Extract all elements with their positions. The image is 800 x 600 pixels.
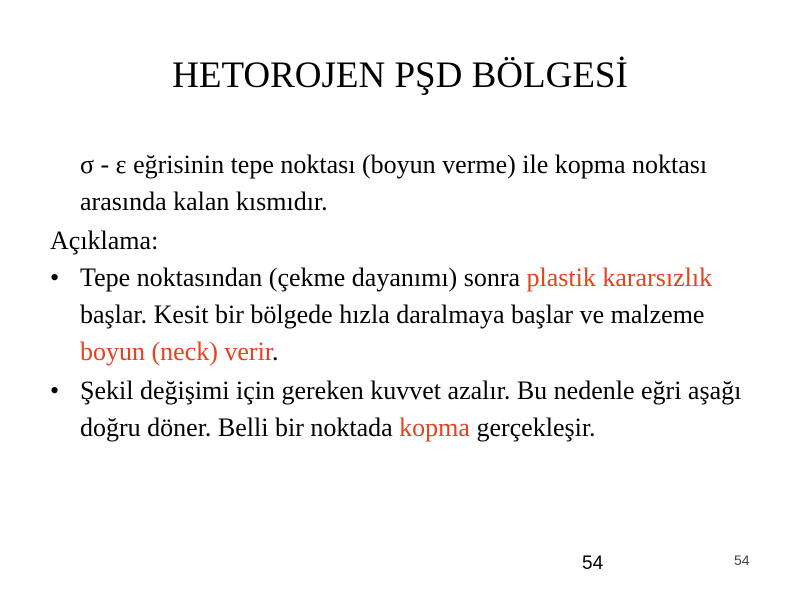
bullet-item-fracture — [50, 372, 750, 446]
bullet-text: gerçekleşir. — [469, 413, 596, 442]
highlight-necking: boyun (neck) verir — [80, 337, 273, 366]
bullet-dot-icon: • — [50, 376, 60, 405]
slide-body — [50, 146, 750, 446]
highlight-plastic-instability: plastik kararsızlık — [526, 263, 713, 292]
bullet-text: . — [272, 337, 279, 366]
page-number-center: 54 — [582, 553, 604, 574]
intro-text: eğrisinin tepe noktası (boyun verme) ile kopma noktası arasında kalan kısmıdır. — [80, 150, 708, 216]
intro-paragraph — [50, 146, 750, 220]
sigma-epsilon-symbols: σ - ε — [80, 150, 127, 179]
bullet-text: Tepe noktasından (çekme dayanımı) sonra — [80, 263, 527, 292]
explanation-label: Açıklama: — [50, 226, 159, 255]
bullet-text: Şekil değişimi için gereken kuvvet azalır. Bu nedenle eğri aşağı doğru döner. Belli bir noktada — [80, 376, 742, 442]
bullet-item-plastic-instability — [50, 259, 750, 370]
bullet-dot-icon: • — [50, 263, 60, 292]
page-number-corner: 54 — [734, 552, 750, 568]
bullet-text: başlar. Kesit bir bölgede hızla daralmaya başlar ve malzeme — [80, 300, 705, 329]
highlight-fracture: kopma — [399, 413, 470, 442]
slide-title: HETOROJEN PŞD BÖLGESİ — [172, 55, 628, 96]
